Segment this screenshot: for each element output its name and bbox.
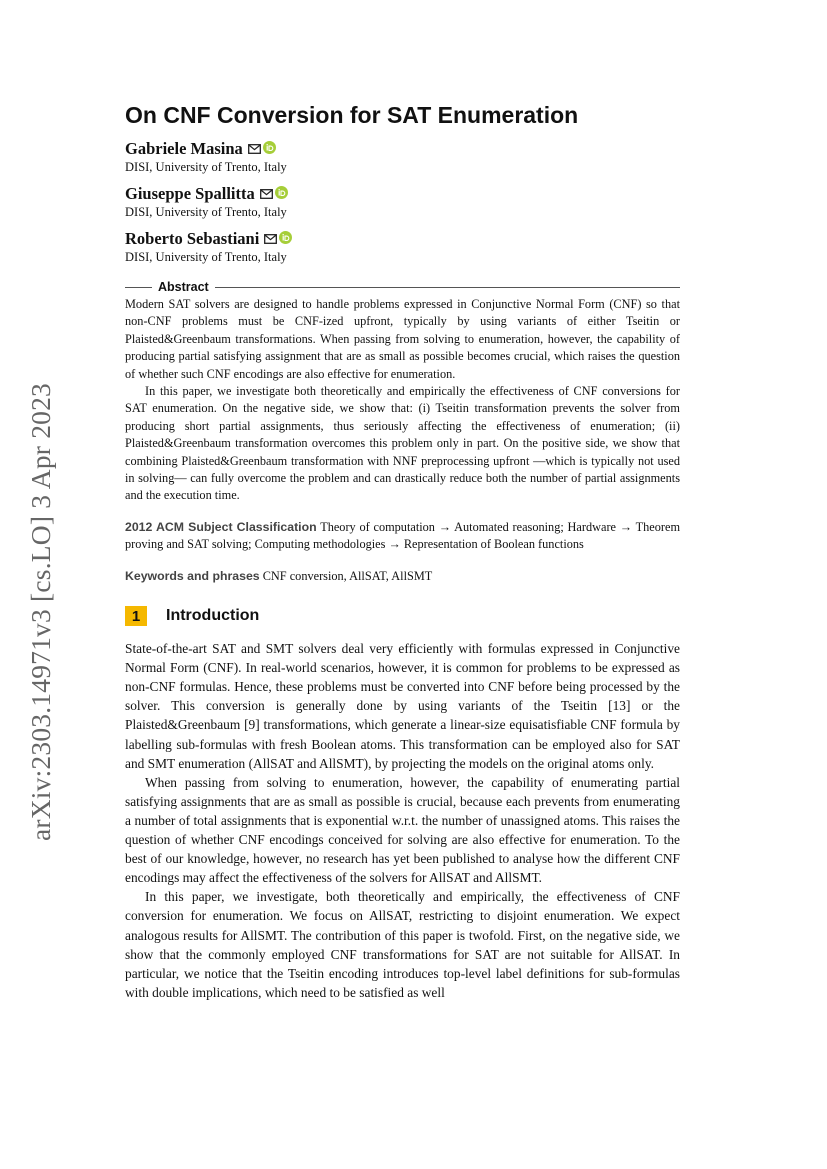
body-paragraph: State-of-the-art SAT and SMT solvers deal very efficiently with formulas expressed in Conjunctive Normal Form (CNF). In real-world scenarios, however, it is common for problems to be expressed as non-CNF formulas. Hence, these problems must be converted into CNF before being processed by the solver. This conversion is generally done by using variants of the Tseitin [13] or the Plaisted&Greenbaum [9] transformations, which generate a linear-size equisatisfiable CNF formula by labelling sub-formulas with fresh Boolean atoms. This transformation can be employed also for SAT and SMT enumeration (AllSAT and AllSMT), by projecting the models on the original atoms only.: [125, 641, 680, 771]
keywords-label: Keywords and phrases: [125, 568, 260, 583]
paper-page: [125, 100, 680, 1002]
section-number: 1: [125, 606, 147, 626]
author-block: [125, 183, 680, 221]
body-paragraph: When passing from solving to enumeration, however, the capability of enumerating partial satisfying assignments that are as small as possible is crucial, because each prevents from enumerating a number of total assignments that is exponential w.r.t. the number of unassigned atoms. This raises the question of whether CNF encodings conceived for solving are also effective for enumeration. To the best of our knowledge, however, no research has yet been published to analyse how the different CNF encodings may affect the effectiveness of the solvers for AllSAT and AllSMT.: [125, 774, 680, 886]
author-block: [125, 228, 680, 266]
keywords: [125, 568, 680, 585]
keywords-text: CNF conversion, AllSAT, AllSMT: [262, 568, 433, 583]
author-affiliation: DISI, University of Trento, Italy: [125, 205, 287, 219]
abstract-body: [125, 296, 680, 505]
email-icon[interactable]: [260, 183, 273, 204]
section-body: [125, 639, 680, 1002]
author-name: Roberto Sebastiani: [125, 228, 680, 249]
orcid-icon[interactable]: [263, 138, 276, 159]
acm-classification: [125, 519, 680, 554]
abstract-heading: [125, 278, 680, 296]
section-heading: [125, 605, 680, 627]
email-icon[interactable]: [264, 228, 277, 249]
abstract-paragraph: Modern SAT solvers are designed to handle problems expressed in Conjunctive Normal Form (CNF) so that non-CNF problems must be CNF-ized upfront, typically by using variants of either Tseitin or Plaisted&Greenbaum transformations. When passing from solving to enumeration, however, the capability of producing partial satisfying assignment that are as small as possible becomes crucial, which raises the question of whether such CNF encodings are also effective for enumeration.: [125, 297, 680, 381]
orcid-icon[interactable]: [279, 228, 292, 249]
author-name: Gabriele Masina: [125, 138, 680, 159]
body-paragraph: In this paper, we investigate, both theoretically and empirically, the effectiveness of CNF conversion for enumeration. We focus on AllSAT, restricting to disjoint enumeration. We expect analogous results for AllSMT. The contribution of this paper is twofold. First, on the negative side, we show that the commonly employed CNF transformations for SAT are not suitable for AllSAT. In particular, we notice that the Tseitin encoding introduces top-level label definitions for sub-formulas with double implications, which need to be satisfied as well: [125, 889, 680, 1000]
author-affiliation: DISI, University of Trento, Italy: [125, 250, 287, 264]
author-affiliation: DISI, University of Trento, Italy: [125, 160, 287, 174]
email-icon[interactable]: [248, 138, 261, 159]
section-title: Introduction: [166, 607, 260, 625]
author-block: [125, 138, 680, 176]
abstract-paragraph: In this paper, we investigate both theoretically and empirically the effectiveness of CNF conversions for SAT enumeration. On the negative side, we show that: (i) Tseitin transformation prevents the solver from producing short partial assignments, thus seriously affecting the effectiveness of enumeration; (ii) Plaisted&Greenbaum transformation overcomes this problem only in part. On the positive side, we show that combining Plaisted&Greenbaum transformation with NNF preprocessing upfront —which is typically not used in solving— can fully overcome the problem and can drastically reduce both the number of partial assignments and the execution time.: [125, 384, 680, 503]
arxiv-stamp: [20, 372, 62, 852]
abstract-label: Abstract: [158, 280, 209, 294]
orcid-icon[interactable]: [275, 183, 288, 204]
paper-title: On CNF Conversion for SAT Enumeration: [125, 102, 579, 128]
acm-label: 2012 ACM Subject Classification: [125, 519, 317, 534]
author-name: Giuseppe Spallitta: [125, 183, 680, 204]
abstract-rule-right: [215, 287, 680, 288]
arxiv-id: arXiv:2303.14971v3 [cs.LO] 3 Apr 2023: [25, 382, 56, 842]
acm-text: Theory of computation → Automated reasoning; Hardware → Theorem proving and SAT solving; Computing methodologies → Representation of Boolean functions: [125, 519, 681, 552]
abstract-rule-left: [125, 287, 152, 288]
